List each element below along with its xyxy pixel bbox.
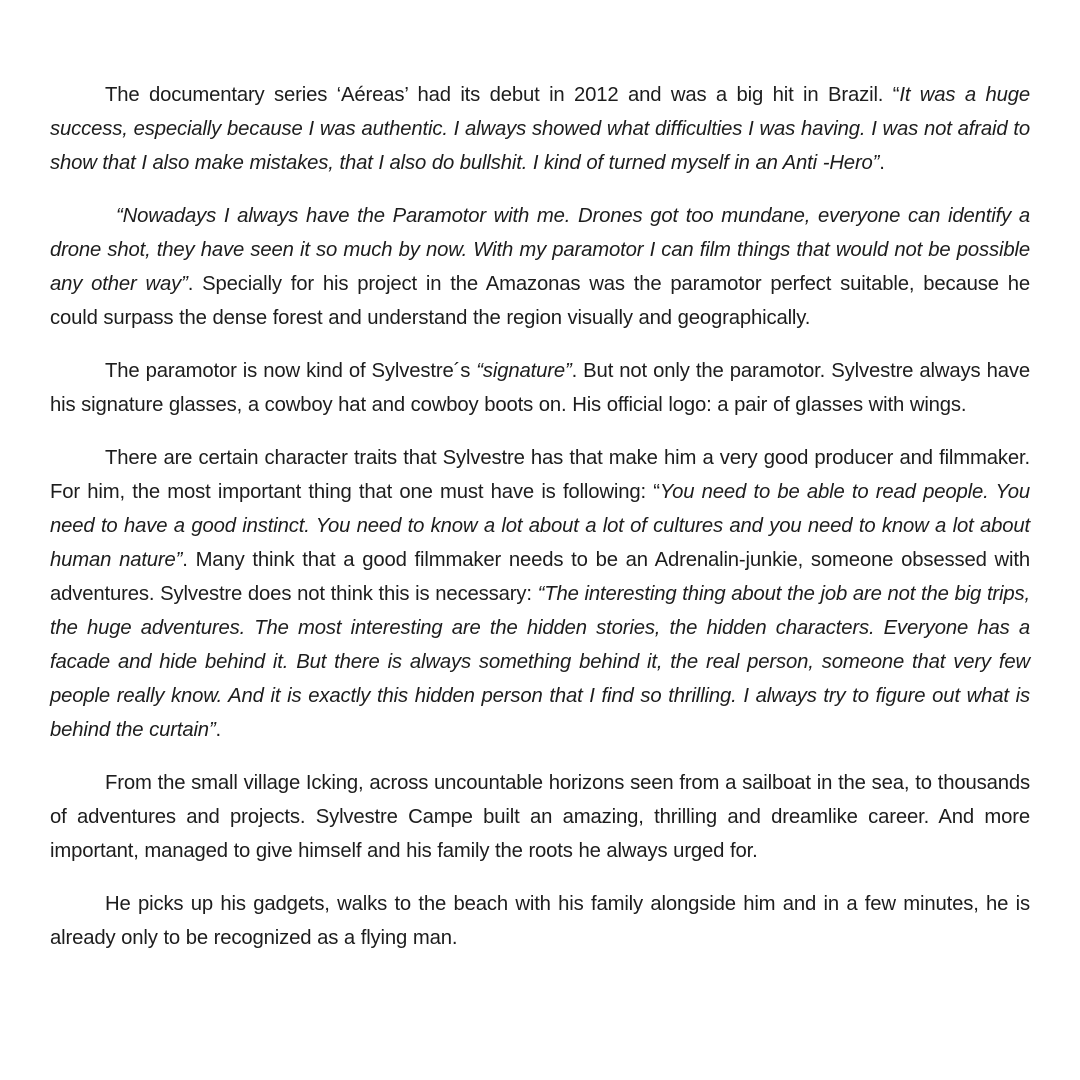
paragraph xyxy=(50,887,1030,955)
quoted-italic-run: You need to be able to read people. You need to have a good instinct. You need to know a lot about a lot of cultures and you need to know a lot about human nature” xyxy=(50,481,1030,571)
body-text-run: The paramotor is now kind of Sylvestre´s xyxy=(105,360,477,382)
body-text-run: From the small village Icking, across uncountable horizons seen from a sailboat in the sea, to thousands of adventures and projects. Sylvestre Campe built an amazing, thrilling and dreamlike career. And more important, managed to give himself and his family the roots he always urged for. xyxy=(50,772,1030,862)
paragraph xyxy=(50,441,1030,747)
body-text-run: There are certain character traits that Sylvestre has that make him a very good producer and filmmaker. For him, the most important thing that one must have is following: “ xyxy=(50,447,1030,503)
body-text-run: The documentary series ‘Aéreas’ had its debut in 2012 and was a big hit in Brazil. “ xyxy=(105,84,900,106)
paragraph xyxy=(50,78,1030,180)
quoted-italic-run: “The interesting thing about the job are not the big trips, the huge adventures. The most interesting are the hidden stories, the hidden characters. Everyone has a facade and hide behind it. But there is always something behind it, the real person, someone that very few people really know. And it is exactly this hidden person that I find so thrilling. I always try to figure out what is behind the curtain” xyxy=(50,583,1031,741)
quoted-italic-run: “signature” xyxy=(476,360,572,382)
body-text-run: . xyxy=(879,152,885,174)
quoted-italic-run: It was a huge success, especially because I was authentic. I always showed what difficulties I was having. I was not afraid to show that I also make mistakes, that I also do bullshit. I kind of turned myself in an Anti -Hero” xyxy=(50,84,1030,174)
document-body xyxy=(50,78,1030,955)
paragraph xyxy=(50,354,1030,422)
body-text-run: He picks up his gadgets, walks to the beach with his family alongside him and in a few minutes, he is already only to be recognized as a flying man. xyxy=(50,893,1030,949)
body-text-run: . But not only the paramotor. Sylvestre always have his signature glasses, a cowboy hat and cowboy boots on. His official logo: a pair of glasses with wings. xyxy=(50,360,1030,416)
body-text-run: . Specially for his project in the Amazonas was the paramotor perfect suitable, because he could surpass the dense forest and understand the region visually and geographically. xyxy=(50,273,1030,329)
paragraph xyxy=(50,766,1030,868)
body-text-run: . Many think that a good filmmaker needs to be an Adrenalin-junkie, someone obsessed with adventures. Sylvestre does not think this is necessary: xyxy=(50,549,1030,605)
quoted-italic-run: “Nowadays I always have the Paramotor with me. Drones got too mundane, everyone can identify a drone shot, they have seen it so much by now. With my paramotor I can film things that would not be possible any other way” xyxy=(50,205,1030,295)
body-text-run: . xyxy=(215,719,222,741)
paragraph xyxy=(50,199,1030,335)
